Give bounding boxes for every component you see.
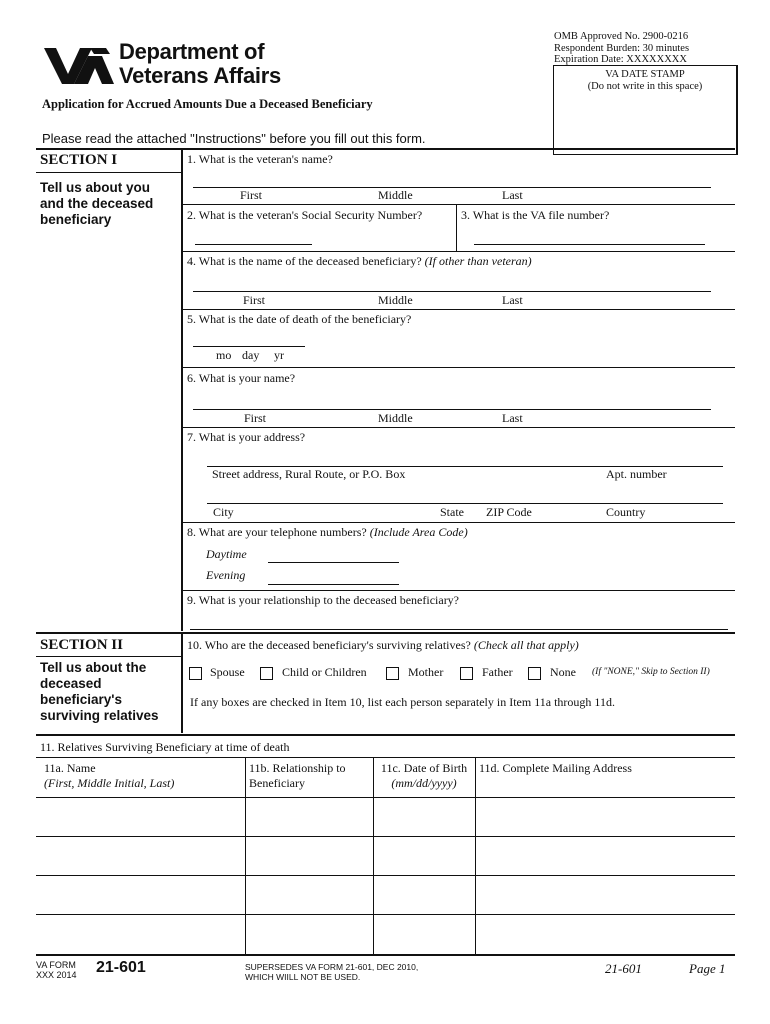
q10-label: 10. Who are the deceased beneficiary's surviving relatives? (Check all that apply) bbox=[187, 638, 579, 652]
q6-first-label: First bbox=[244, 411, 267, 425]
va-form-label: VA FORM XXX 2014 bbox=[36, 960, 77, 980]
omb-info bbox=[554, 31, 689, 66]
q1-last-label: Last bbox=[502, 188, 523, 202]
spouse-checkbox[interactable] bbox=[189, 667, 202, 680]
q4-last-label: Last bbox=[502, 293, 523, 307]
mother-checkbox[interactable] bbox=[386, 667, 399, 680]
va-file-number-field[interactable] bbox=[474, 244, 705, 245]
col-relationship-header: 11b. Relationship to Beneficiary bbox=[249, 761, 346, 790]
q11-label: 11. Relatives Surviving Beneficiary at time of death bbox=[40, 740, 290, 754]
date-mo-label: mo bbox=[216, 348, 232, 362]
checked-note: If any boxes are checked in Item 10, list each person separately in Item 11a through 11d. bbox=[190, 695, 615, 709]
none-checkbox[interactable] bbox=[528, 667, 541, 680]
q8-label: 8. What are your telephone numbers? (Include Area Code) bbox=[187, 525, 468, 539]
father-checkbox[interactable] bbox=[460, 667, 473, 680]
date-yr-label: yr bbox=[274, 348, 284, 362]
va-date-stamp-box bbox=[553, 65, 738, 155]
country-label: Country bbox=[606, 505, 646, 519]
respondent-burden: Respondent Burden: 30 minutes bbox=[554, 42, 690, 54]
father-label: Father bbox=[482, 665, 513, 679]
street-label: Street address, Rural Route, or P.O. Box bbox=[212, 467, 406, 481]
form-number-italic: 21-601 bbox=[605, 961, 642, 976]
spouse-label: Spouse bbox=[210, 665, 245, 679]
relationship-field[interactable] bbox=[190, 629, 728, 630]
q7-label: 7. What is your address? bbox=[187, 430, 306, 444]
expiration-date: Expiration Date: XXXXXXXX bbox=[554, 54, 687, 65]
dept-name-line1: Department of bbox=[119, 39, 265, 64]
child-checkbox[interactable] bbox=[260, 667, 273, 680]
child-label: Child or Children bbox=[282, 665, 367, 679]
q2-label: 2. What is the veteran's Social Security Number? bbox=[187, 208, 423, 222]
q6-label: 6. What is your name? bbox=[187, 371, 296, 385]
table-row[interactable] bbox=[36, 915, 735, 954]
section-2-subtitle: Tell us about the deceased beneficiary's surviving relatives bbox=[40, 660, 159, 723]
section-2-title: SECTION II bbox=[40, 637, 123, 653]
apt-label: Apt. number bbox=[606, 467, 667, 481]
va-logo-icon bbox=[44, 44, 114, 86]
col-name-header: 11a. Name (First, Middle Initial, Last) bbox=[44, 761, 175, 790]
zip-label: ZIP Code bbox=[486, 505, 532, 519]
q3-label: 3. What is the VA file number? bbox=[461, 208, 610, 222]
city-state-zip-field[interactable] bbox=[207, 503, 723, 504]
q9-label: 9. What is your relationship to the deceased beneficiary? bbox=[187, 593, 460, 607]
form-title: Application for Accrued Amounts Due a Deceased Beneficiary bbox=[42, 97, 373, 111]
stamp-note: (Do not write in this space) bbox=[587, 81, 703, 92]
evening-phone-field[interactable] bbox=[268, 584, 399, 585]
section-1-title: SECTION I bbox=[40, 152, 118, 168]
q1-middle-label: Middle bbox=[378, 188, 413, 202]
q4-first-label: First bbox=[243, 293, 266, 307]
omb-number: OMB Approved No. 2900-0216 bbox=[554, 31, 689, 42]
table-row[interactable] bbox=[36, 837, 735, 875]
veteran-ssn-field[interactable] bbox=[195, 244, 312, 245]
q4-label: 4. What is the name of the deceased beneficiary? (If other than veteran) bbox=[187, 254, 532, 268]
q1-first-label: First bbox=[240, 188, 263, 202]
q6-middle-label: Middle bbox=[378, 411, 413, 425]
q4-middle-label: Middle bbox=[378, 293, 413, 307]
mother-label: Mother bbox=[408, 665, 444, 679]
veteran-name-field[interactable] bbox=[193, 187, 711, 188]
daytime-phone-field[interactable] bbox=[268, 562, 399, 563]
city-label: City bbox=[213, 505, 234, 519]
instructions-note: Please read the attached "Instructions" before you fill out this form. bbox=[42, 131, 426, 146]
daytime-label: Daytime bbox=[206, 547, 247, 561]
table-row[interactable] bbox=[36, 798, 735, 836]
state-label: State bbox=[440, 505, 464, 519]
page-number: Page 1 bbox=[689, 961, 726, 976]
dept-name-line2: Veterans Affairs bbox=[119, 63, 281, 88]
q1-label: 1. What is the veteran's name? bbox=[187, 152, 333, 166]
none-label: None bbox=[550, 665, 576, 679]
q6-last-label: Last bbox=[502, 411, 523, 425]
deceased-beneficiary-name-field[interactable] bbox=[193, 291, 711, 292]
stamp-title: VA DATE STAMP bbox=[605, 69, 685, 80]
evening-label: Evening bbox=[206, 568, 246, 582]
date-of-death-field[interactable] bbox=[193, 346, 305, 347]
your-name-field[interactable] bbox=[193, 409, 711, 410]
table-row[interactable] bbox=[36, 876, 735, 914]
section-1-subtitle: Tell us about you and the deceased beneficiary bbox=[40, 180, 154, 227]
form-number: 21-601 bbox=[96, 959, 146, 976]
date-day-label: day bbox=[242, 348, 260, 362]
none-note: (If "NONE," Skip to Section II) bbox=[592, 667, 710, 677]
col-dob-header: 11c. Date of Birth (mm/dd/yyyy) bbox=[380, 761, 468, 790]
col-address-header: 11d. Complete Mailing Address bbox=[479, 761, 632, 775]
q5-label: 5. What is the date of death of the beneficiary? bbox=[187, 312, 412, 326]
supersedes-note: SUPERSEDES VA FORM 21-601, DEC 2010, WHICH WIILL NOT BE USED. bbox=[245, 962, 419, 982]
